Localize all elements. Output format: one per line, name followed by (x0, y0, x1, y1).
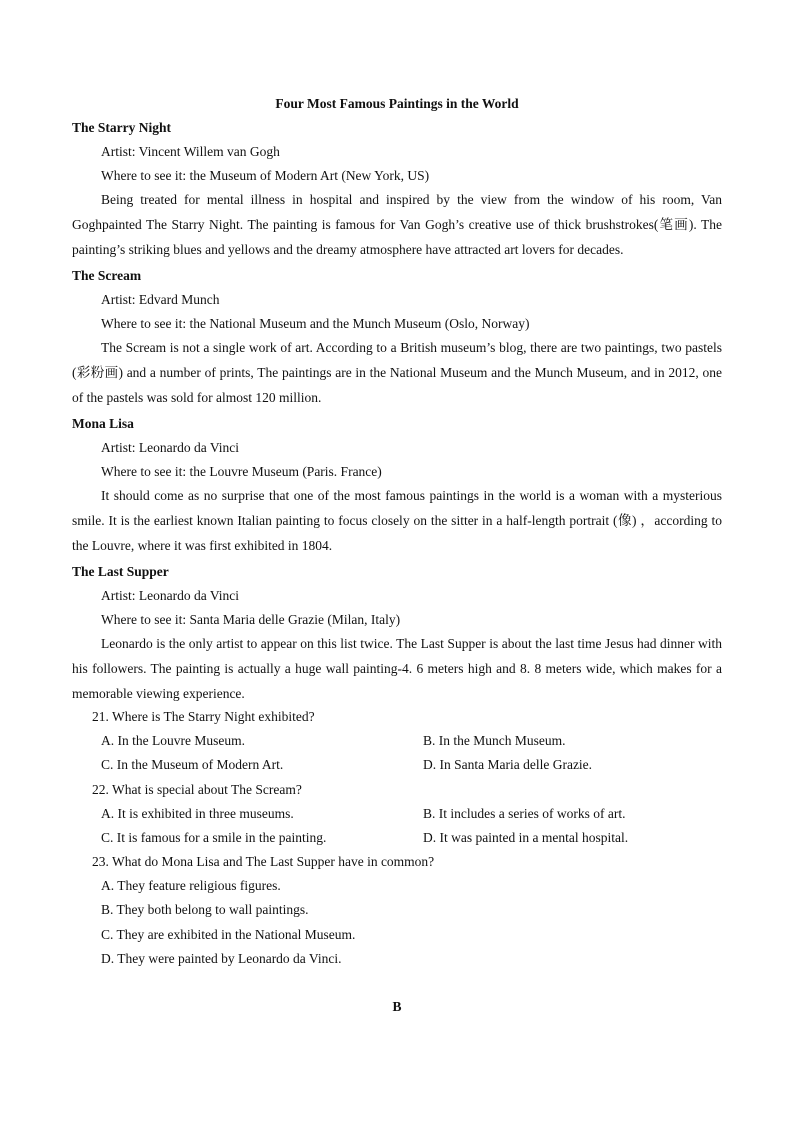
question-stem: 22. What is special about The Scream? (92, 782, 302, 797)
option-d[interactable]: D. They were painted by Leonardo da Vinci. (101, 950, 342, 966)
painting-heading: The Last Supper (72, 564, 169, 579)
question-stem: 23. What do Mona Lisa and The Last Supper have in common? (92, 854, 435, 869)
painting-artist: Artist: Leonardo da Vinci (101, 588, 240, 603)
option-c[interactable]: C. In the Museum of Modern Art. (101, 757, 284, 773)
painting-description: It should come as no surprise that one of the most famous paintings in the world is a woman with a mysterious smile. It is the earliest known Italian painting to focus closely on the sitter in a half-length portrait (像) ，according to the Louvre, where it was first exhibited in 1804. (72, 488, 722, 553)
question-stem: 21. Where is The Starry Night exhibited? (92, 709, 315, 724)
painting-heading: The Scream (72, 268, 142, 283)
painting-location: Where to see it: the Museum of Modern Art (New York, US) (101, 168, 430, 183)
next-passage-label: B (392, 999, 402, 1014)
painting-description: Leonardo is the only artist to appear on this list twice. The Last Supper is about the last time Jesus had dinner with his followers. The painting is actually a huge wall painting-4. 6 meters high and 8. 8 meters wide, which makes for a memorable viewing experience. (72, 636, 722, 701)
painting-location: Where to see it: Santa Maria delle Grazie (Milan, Italy) (101, 612, 401, 627)
option-d[interactable]: D. In Santa Maria delle Grazie. (423, 757, 593, 773)
page-title: Four Most Famous Paintings in the World (275, 96, 519, 111)
painting-section-starry-night (72, 116, 722, 262)
option-a[interactable]: A. It is exhibited in three museums. (101, 806, 294, 822)
question-23 (92, 850, 722, 971)
painting-heading: The Starry Night (72, 120, 171, 135)
painting-artist: Artist: Vincent Willem van Gogh (101, 144, 280, 159)
option-c[interactable]: C. It is famous for a smile in the painting. (101, 830, 327, 846)
painting-section-mona-lisa (72, 412, 722, 558)
painting-description: Being treated for mental illness in hospital and inspired by the view from the window of his room, Van Goghpainted The Starry Night. The painting is famous for Van Gogh’s creative use of thick brushstrokes(笔画). The painting’s striking blues and yellows and the dreamy atmosphere have attracted art lovers for decades. (72, 192, 722, 257)
option-c[interactable]: C. They are exhibited in the National Museum. (101, 926, 356, 942)
question-21 (92, 705, 722, 778)
painting-artist: Artist: Leonardo da Vinci (101, 440, 240, 455)
question-22 (92, 778, 722, 851)
option-b[interactable]: B. It includes a series of works of art. (423, 806, 626, 822)
painting-location: Where to see it: the Louvre Museum (Paris. France) (101, 464, 382, 479)
option-b[interactable]: B. They both belong to wall paintings. (101, 902, 309, 918)
option-a[interactable]: A. They feature religious figures. (101, 878, 281, 894)
painting-artist: Artist: Edvard Munch (101, 292, 220, 307)
painting-description: The Scream is not a single work of art. According to a British museum’s blog, there are two paintings, two pastels (彩粉画) and a number of prints, The paintings are in the National Museum and the Munch Museum, and in 2012, one of the pastels was sold for almost 120 million. (72, 340, 722, 405)
painting-heading: Mona Lisa (72, 416, 134, 431)
option-b[interactable]: B. In the Munch Museum. (423, 733, 566, 749)
painting-location: Where to see it: the National Museum and the Munch Museum (Oslo, Norway) (101, 316, 530, 331)
option-a[interactable]: A. In the Louvre Museum. (101, 733, 245, 749)
painting-section-scream (72, 264, 722, 410)
painting-section-last-supper (72, 560, 722, 706)
option-d[interactable]: D. It was painted in a mental hospital. (423, 830, 629, 846)
